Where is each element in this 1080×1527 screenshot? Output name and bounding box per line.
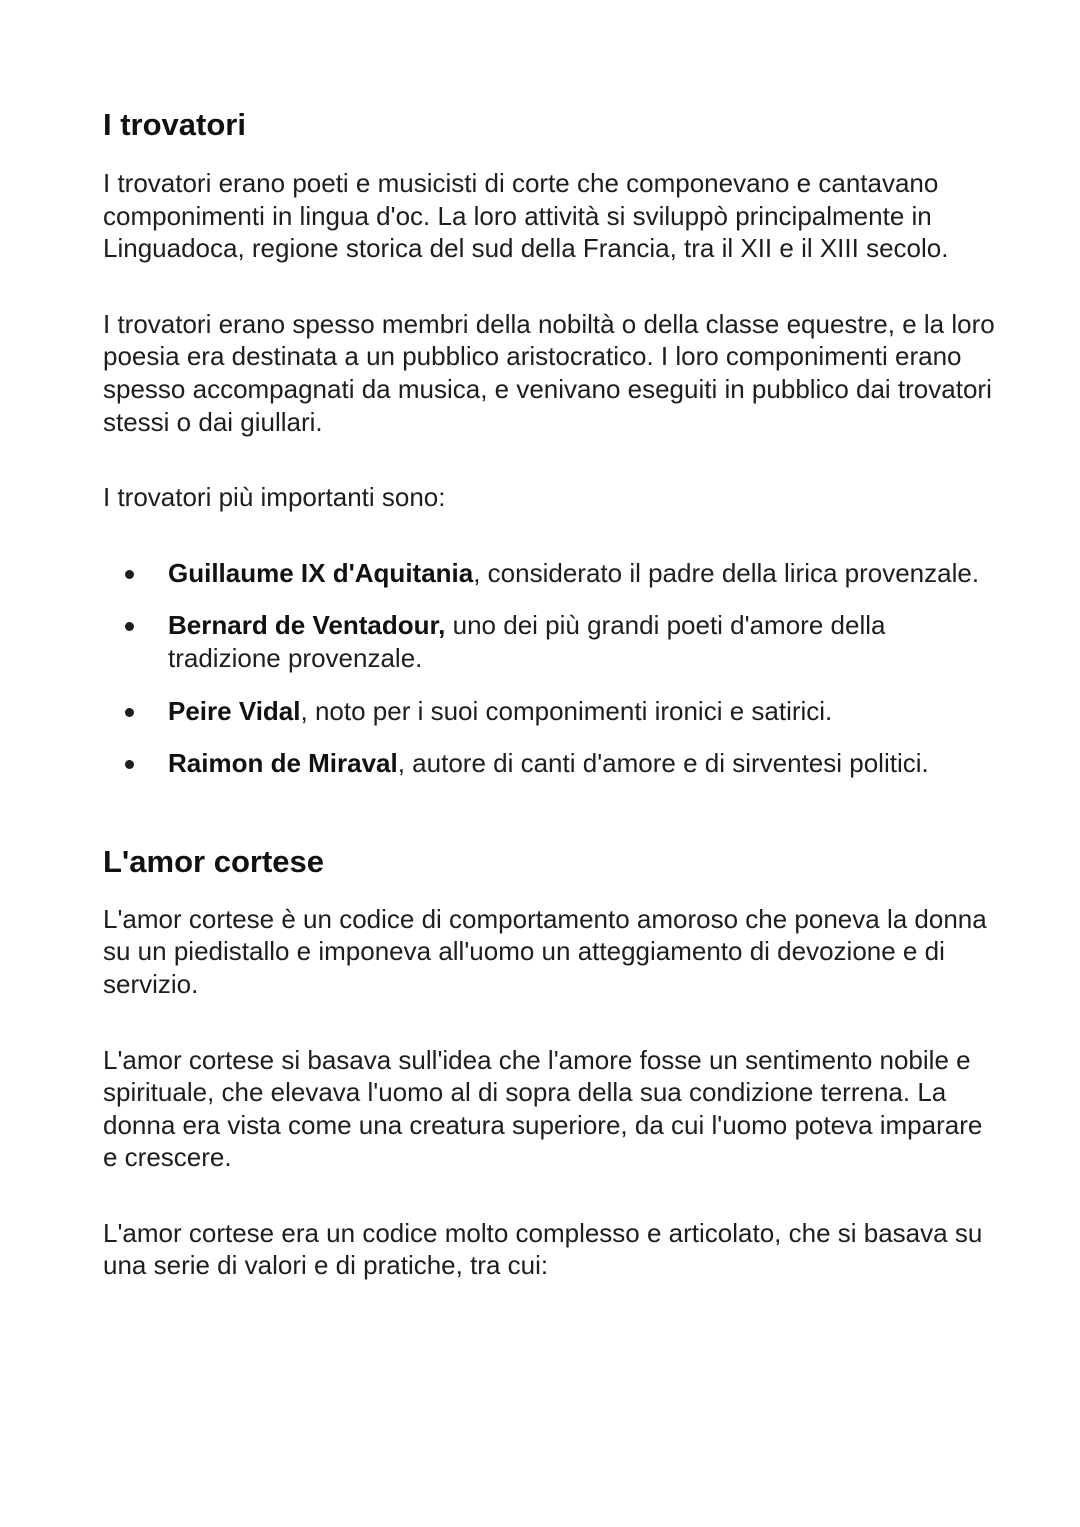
- list-item-name: Bernard de Ventadour,: [168, 610, 446, 641]
- list-item: [103, 747, 1003, 780]
- bullet-icon: [125, 622, 134, 631]
- list-item-text: , considerato il padre della lirica provenzale.: [473, 557, 980, 588]
- list-item-text: uno dei più grandi poeti d'amore della tradizione provenzale.: [168, 610, 886, 673]
- list-item: [103, 695, 1003, 728]
- paragraph-amor-cortese-codice: L'amor cortese era un codice molto complesso e articolato, che si basava su una serie di valori e di pratiche, tra cui:: [103, 1217, 983, 1281]
- bullet-icon: [125, 760, 134, 769]
- list-item-name: Peire Vidal: [168, 695, 301, 726]
- paragraph-trovatori-nobilta: I trovatori erano spesso membri della nobiltà o della classe equestre, e la loro poesia era destinata a un pubblico aristocratico. I loro componimenti erano spesso accompagnati da musica, e venivano eseguiti in pubblico dai trovatori stessi o dai giullari.: [103, 308, 995, 437]
- paragraph-trovatori-importanti: I trovatori più importanti sono:: [103, 482, 446, 513]
- bullet-icon: [125, 708, 134, 717]
- list-item-name: Raimon de Miraval: [168, 748, 398, 779]
- document-page: [103, 106, 1003, 1282]
- paragraph-trovatori-intro: I trovatori erano poeti e musicisti di corte che componevano e cantavano componimenti in lingua d'oc. La loro attività si sviluppò principalmente in Linguadoca, regione storica del sud della Francia, tra il XII e il XIII secolo.: [103, 168, 949, 264]
- section-title-amor-cortese: L'amor cortese: [103, 843, 325, 879]
- list-item-name: Guillaume IX d'Aquitania: [168, 557, 474, 588]
- trovatori-list: [103, 557, 1003, 780]
- section-title-trovatori: I trovatori: [103, 107, 246, 142]
- list-item: [103, 609, 1003, 674]
- paragraph-amor-cortese-intro: L'amor cortese è un codice di comportamento amoroso che poneva la donna su un piedistallo e imponeva all'uomo un atteggiamento di devozione e di servizio.: [103, 903, 987, 999]
- list-item-text: , autore di canti d'amore e di sirventesi politici.: [397, 748, 929, 779]
- list-item-text: , noto per i suoi componimenti ironici e satirici.: [300, 695, 833, 726]
- list-item: [103, 557, 1003, 590]
- bullet-icon: [125, 570, 134, 579]
- paragraph-amor-cortese-idea: L'amor cortese si basava sull'idea che l'amore fosse un sentimento nobile e spirituale, che elevava l'uomo al di sopra della sua condizione terrena. La donna era vista come una creatura superiore, da cui l'uomo poteva imparare e crescere.: [103, 1044, 983, 1173]
